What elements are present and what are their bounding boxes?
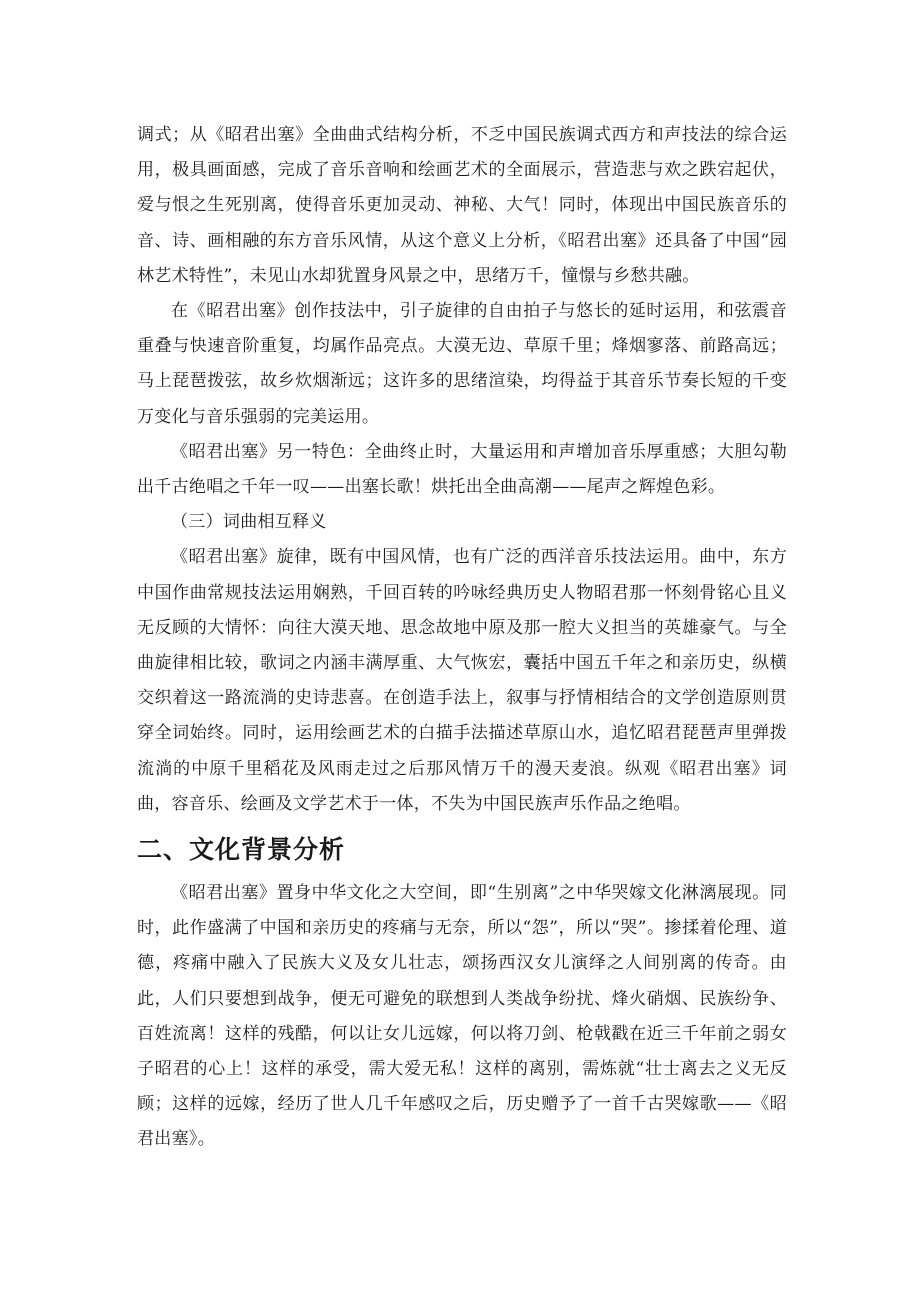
body-paragraph-1: 调式；从《昭君出塞》全曲曲式结构分析，不乏中国民族调式西方和声技法的综合运用，极具画面感，完成了音乐音响和绘画艺术的全面展示，营造悲与欢之跌宕起伏，爱与恨之生死别离，使得音乐更加灵动、神秘、大气！同时，体现出中国民族音乐的音、诗、画相融的东方音乐风情，从这个意义上分析，《昭君出塞》还具备了中国“园林艺术特性”，未见山水却犹置身风景之中，思绪万千，憧憬与乡愁共融。	[137, 125, 787, 286]
document-page	[137, 118, 787, 1158]
body-paragraph-3: 《昭君出塞》另一特色：全曲终止时，大量运用和声增加音乐厚重感；大胆勾勒出千古绝唱之千年一叹——出塞长歌！烘托出全曲高潮——尾声之辉煌色彩。	[137, 441, 787, 498]
subsection-heading: （三）词曲相互释义	[171, 512, 327, 533]
body-paragraph-5: 《昭君出塞》置身中华文化之大空间，即“生别离”之中华哭嫁文化淋漓展现。同时，此作盛满了中国和亲历史的疼痛与无奈，所以“怨”，所以“哭”。掺揉着伦理、道德，疼痛中融入了民族大义及女儿壮志，颂扬西汉女儿演绎之人间别离的传奇。由此，人们只要想到战争，便无可避免的联想到人类战争纷扰、烽火硝烟、民族纷争、百姓流离！这样的残酷，何以让女儿远嫁，何以将刀剑、枪戟戳在近三千年前之弱女子昭君的心上！这样的承受，需大爱无私！这样的离别，需炼就“壮士离去之义无反顾；这样的远嫁，经历了世人几千年感叹之后，历史赠予了一首千古哭嫁歌——《昭君出塞》。	[137, 883, 787, 1150]
section-heading: 二、文化背景分析	[137, 835, 346, 865]
body-paragraph-2: 在《昭君出塞》创作技法中，引子旋律的自由拍子与悠长的延时运用，和弦震音重叠与快速音阶重复，均属作品亮点。大漠无边、草原千里；烽烟寥落、前路高远；马上琵琶拨弦，故乡炊烟渐远；这许多的思绪渲染，均得益于其音乐节奏长短的千变万变化与音乐强弱的完美运用。	[137, 301, 787, 427]
body-paragraph-4: 《昭君出塞》旋律，既有中国风情，也有广泛的西洋音乐技法运用。曲中，东方中国作曲常规技法运用娴熟，千回百转的吟咏经典历史人物昭君那一怀刻骨铭心且义无反顾的大情怀：向往大漠天地、思念故地中原及那一腔大义担当的英雄豪气。与全曲旋律相比较，歌词之内涵丰满厚重、大气恢宏，囊括中国五千年之和亲历史，纵横交织着这一路流淌的史诗悲喜。在创造手法上，叙事与抒情相结合的文学创造原则贯穿全词始终。同时，运用绘画艺术的白描手法描述草原山水，追忆昭君琵琶声里弹拨流淌的中原千里稻花及风雨走过之后那风情万千的漫天麦浪。纵观《昭君出塞》词曲，容音乐、绘画及文学艺术于一体，不失为中国民族声乐作品之绝唱。	[137, 547, 787, 814]
